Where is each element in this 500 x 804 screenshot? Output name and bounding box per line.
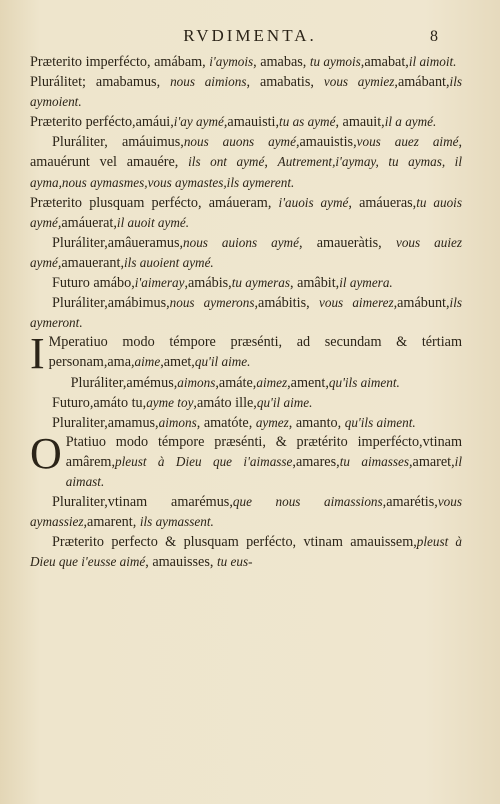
latin-text: Præterito perfecto & plusquam perfécto, vtinam amauissem, bbox=[52, 534, 417, 551]
latin-text: , bbox=[264, 154, 278, 171]
latin-text: ,amábunt, bbox=[393, 295, 450, 312]
latin-text: ,amáte, bbox=[215, 374, 257, 391]
paragraph bbox=[30, 393, 462, 413]
french-gloss: ils aymeront. bbox=[30, 295, 462, 331]
french-gloss: il aimoit. bbox=[408, 54, 457, 69]
latin-text: ,amauerant, bbox=[57, 254, 124, 271]
french-gloss: que nous aimassions bbox=[232, 494, 383, 510]
latin-text: Pluráliter, amáuimus, bbox=[52, 134, 184, 151]
french-gloss: vous aymassiez bbox=[30, 494, 462, 530]
paragraph bbox=[30, 293, 462, 333]
french-gloss: tu aimasses bbox=[339, 453, 409, 469]
french-gloss: Autrement,i'aymay, tu aymas, il ayma,nous aymasmes,vous aymastes,ils aymerent. bbox=[30, 154, 463, 190]
page-header bbox=[0, 26, 500, 50]
french-gloss: nous aymerons bbox=[169, 295, 255, 311]
french-gloss: ils aymoient. bbox=[30, 74, 463, 110]
latin-text: Pluráliter,amábimus, bbox=[52, 295, 170, 312]
french-gloss: tu auois aymé bbox=[30, 194, 462, 230]
french-gloss: ils ont aymé bbox=[188, 154, 265, 170]
french-gloss: i'ay aymé bbox=[173, 114, 224, 130]
latin-text: , amabas, bbox=[253, 54, 310, 70]
latin-text: , amanto, bbox=[288, 414, 345, 431]
latin-text: ,amarent, bbox=[83, 514, 140, 531]
french-gloss: nous auions aymé bbox=[183, 234, 299, 250]
french-gloss: ayme toy bbox=[146, 394, 194, 410]
latin-text: , amatóte, bbox=[196, 414, 256, 431]
latin-text: ,amarétis, bbox=[382, 494, 438, 511]
latin-text: , amáueras, bbox=[348, 194, 417, 211]
page-number: 8 bbox=[430, 28, 438, 45]
latin-text: Pluráliter,amâueramus, bbox=[52, 234, 184, 251]
paragraph bbox=[30, 532, 462, 572]
latin-text: ,amábant, bbox=[394, 74, 450, 91]
drop-initial: I bbox=[30, 329, 45, 379]
french-gloss: nous auons aymé bbox=[183, 134, 296, 150]
french-gloss: nous aimions bbox=[170, 74, 247, 90]
latin-text: ,amaret, bbox=[408, 453, 455, 470]
french-gloss: ils auoient aymé. bbox=[124, 254, 214, 270]
latin-text: ,amauisti, bbox=[223, 114, 280, 131]
french-gloss: il aymera. bbox=[339, 275, 393, 291]
latin-text: Mperatiuo modo témpore præsénti, ad secundam & tértiam personam,ama, bbox=[48, 334, 462, 371]
drop-initial: O bbox=[30, 428, 62, 478]
latin-text: ,amabat, bbox=[360, 54, 409, 70]
latin-text: ,amáuerat, bbox=[57, 214, 117, 231]
latin-text: Præterito imperfécto, amábam, bbox=[30, 54, 210, 70]
latin-text: Ptatiuo modo témpore præsénti, & prætérito imperfécto,vtinam amârem, bbox=[65, 433, 462, 470]
latin-text: , amauérunt vel amauére, bbox=[30, 134, 463, 171]
french-gloss: il aimast. bbox=[65, 453, 462, 489]
latin-text: Præterito plusquam perfécto, amáueram, bbox=[30, 194, 279, 211]
latin-text: Futuro amábo, bbox=[52, 275, 135, 292]
paragraph bbox=[30, 273, 462, 293]
french-gloss: ils aymassent. bbox=[139, 514, 214, 530]
french-gloss: tu eus- bbox=[216, 554, 253, 570]
latin-text: , amauisses, bbox=[145, 554, 217, 571]
latin-text: ,amauistis, bbox=[295, 134, 357, 151]
latin-text: ,amábis, bbox=[184, 275, 232, 292]
french-gloss: vous auiez aymé bbox=[30, 234, 462, 270]
latin-text: Pluraliter,amamus, bbox=[52, 414, 159, 431]
french-gloss: tu as aymé bbox=[279, 114, 336, 130]
french-gloss: tu aymois bbox=[309, 54, 361, 69]
latin-text: Pluraliter,vtinam amarémus, bbox=[52, 494, 233, 511]
paragraph bbox=[30, 52, 462, 72]
french-gloss: il auoit aymé. bbox=[116, 214, 190, 230]
paragraph bbox=[30, 329, 462, 379]
latin-text: ,amábitis, bbox=[254, 295, 320, 312]
latin-text: , amauit, bbox=[335, 114, 385, 131]
paragraph bbox=[30, 373, 462, 393]
paragraph bbox=[30, 233, 462, 273]
latin-text: Pluráliter,amémus, bbox=[70, 374, 178, 391]
latin-text: ,ament, bbox=[287, 374, 329, 391]
french-gloss: qu'ils aiment. bbox=[328, 374, 400, 390]
latin-text: Futuro,amáto tu, bbox=[52, 394, 147, 411]
french-gloss: qu'il aime. bbox=[256, 394, 313, 410]
latin-text: ,amet, bbox=[160, 354, 195, 371]
latin-text: , amaueràtis, bbox=[298, 234, 396, 251]
latin-text: , amabatis, bbox=[246, 74, 324, 91]
paragraph bbox=[30, 413, 462, 433]
paragraph bbox=[30, 72, 462, 112]
french-gloss: aime bbox=[134, 354, 161, 370]
french-gloss: aimons bbox=[177, 374, 216, 390]
latin-text: Plurálitet; amabamus, bbox=[30, 74, 171, 91]
latin-text: ,amares, bbox=[292, 453, 340, 470]
french-gloss: vous aymiez bbox=[323, 74, 395, 90]
french-gloss: i'auois aymé bbox=[278, 194, 349, 210]
french-gloss: vous auez aimé bbox=[356, 134, 459, 150]
french-gloss: i'aimeray bbox=[134, 275, 185, 291]
paragraph bbox=[30, 428, 462, 492]
french-gloss: qu'il aime. bbox=[194, 354, 251, 370]
french-gloss: aimons bbox=[158, 414, 197, 430]
paragraph bbox=[30, 492, 462, 532]
paragraph bbox=[30, 132, 462, 192]
paragraph bbox=[30, 193, 462, 233]
french-gloss: vous aimerez bbox=[319, 295, 394, 311]
french-gloss: pleust à Dieu que i'eusse aimé bbox=[30, 534, 462, 570]
french-gloss: i'aymois bbox=[209, 54, 254, 69]
running-title: RVDIMENTA. bbox=[183, 26, 317, 45]
french-gloss: il a aymé. bbox=[384, 114, 437, 130]
french-gloss: aymez bbox=[255, 414, 289, 430]
text-body bbox=[30, 52, 462, 572]
french-gloss: qu'ils aiment. bbox=[344, 414, 416, 430]
paragraph bbox=[30, 112, 462, 132]
latin-text: Præterito perfécto,amáui, bbox=[30, 114, 174, 131]
french-gloss: aimez bbox=[256, 374, 288, 390]
latin-text: , amâbit, bbox=[289, 275, 340, 292]
french-gloss: pleust à Dieu que i'aimasse bbox=[115, 453, 293, 469]
french-gloss: tu aymeras bbox=[231, 275, 290, 291]
latin-text: ,amáto ille, bbox=[193, 394, 257, 411]
